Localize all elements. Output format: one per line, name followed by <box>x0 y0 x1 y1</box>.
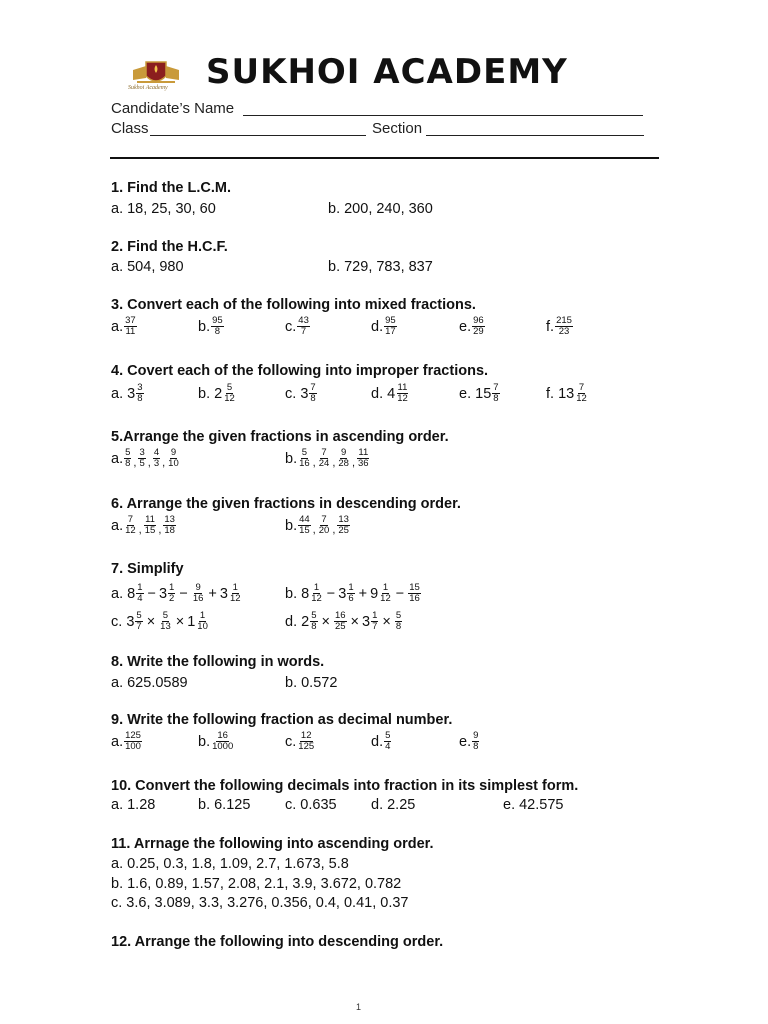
item-label: a. <box>111 385 124 402</box>
whole-number: 3 <box>362 613 371 630</box>
numerator: 7 <box>321 514 327 525</box>
fraction <box>384 731 391 752</box>
question-10-item-d: d. 2.25 <box>371 797 416 813</box>
item-label: d. <box>285 613 298 630</box>
question-3-item-b <box>198 316 225 337</box>
whole-number: 4 <box>387 385 396 402</box>
whole-number: 3 <box>300 385 309 402</box>
denominator: 12 <box>397 393 408 404</box>
denominator: 8 <box>395 621 402 632</box>
question-11-item-b: b. 1.6, 0.89, 1.57, 2.08, 2.1, 3.9, 3.672, 0.782 <box>111 876 402 892</box>
fraction <box>318 515 331 536</box>
item-label: e. <box>459 733 472 750</box>
denominator: 12 <box>380 593 391 604</box>
item-label: f. <box>546 318 555 335</box>
numerator: 3 <box>137 382 143 393</box>
numerator: 5 <box>311 610 317 621</box>
fraction <box>310 611 317 632</box>
question-9-item-e <box>459 731 480 752</box>
denominator: 12 <box>311 593 322 604</box>
numerator: 7 <box>493 382 499 393</box>
question-3-item-d <box>371 316 398 337</box>
fraction <box>472 731 479 752</box>
denominator: 29 <box>473 326 484 337</box>
numerator: 5 <box>301 447 308 458</box>
fraction <box>163 515 176 536</box>
numerator: 37 <box>125 315 136 326</box>
numerator: 16 <box>217 730 228 741</box>
fraction <box>555 316 573 337</box>
fraction <box>135 611 142 632</box>
denominator: 17 <box>385 326 396 337</box>
whole-number: 2 <box>301 613 310 630</box>
question-3-item-a <box>111 316 138 337</box>
numerator: 43 <box>298 315 309 326</box>
item-label: b. <box>285 585 298 602</box>
school-name: SUKHOI ACADEMY <box>206 52 568 92</box>
numerator: 1 <box>372 610 378 621</box>
question-11-title: 11. Arrnage the following into ascending order. <box>111 836 434 852</box>
denominator: 3 <box>153 458 160 469</box>
item-label: b. <box>198 318 211 335</box>
denominator: 6 <box>348 593 354 604</box>
question-5-title: 5.Arrange the given fractions in ascending order. <box>111 429 449 445</box>
numerator: 9 <box>473 730 479 741</box>
question-10-title: 10. Convert the following decimals into fraction in its simplest form. <box>111 778 579 794</box>
denominator: 36 <box>358 458 369 469</box>
numerator: 5 <box>125 447 131 458</box>
numerator: 9 <box>170 447 177 458</box>
numerator: 1 <box>382 582 389 593</box>
fraction <box>337 515 350 536</box>
question-9-title: 9. Write the following fraction as decimal number. <box>111 712 453 728</box>
fraction <box>124 731 142 752</box>
denominator: 8 <box>473 741 479 752</box>
fraction <box>371 611 378 632</box>
fraction <box>298 515 311 536</box>
denominator: 28 <box>338 458 349 469</box>
denominator: 8 <box>125 458 131 469</box>
question-9-item-b <box>198 731 235 752</box>
item-label: c. <box>285 318 297 335</box>
question-5-item-a: a. $\frac{5}{8}$ , $\frac{3}{5}$ , $\frac{4}{3}$ , $\frac{9}{10}$ <box>111 447 179 469</box>
candidate-name-line <box>243 115 643 116</box>
whole-number: 8 <box>127 585 136 602</box>
numerator: 215 <box>556 315 572 326</box>
whole-number: 3 <box>219 585 228 602</box>
question-3-item-f <box>546 316 574 337</box>
question-1-title: 1. Find the L.C.M. <box>111 180 232 196</box>
denominator: 23 <box>558 326 570 337</box>
numerator: 7 <box>578 382 585 393</box>
question-9-item-d <box>371 731 392 752</box>
question-7-item-c <box>111 611 210 632</box>
fraction <box>124 448 131 469</box>
section-line <box>426 135 644 136</box>
fraction <box>310 583 323 604</box>
fraction <box>211 316 224 337</box>
fraction <box>297 731 315 752</box>
numerator: 9 <box>195 582 201 593</box>
fraction <box>159 611 172 632</box>
question-8-item-b: b. 0.572 <box>285 675 338 691</box>
fraction <box>124 515 137 536</box>
numerator: 44 <box>299 514 310 525</box>
whole-number: 8 <box>301 585 310 602</box>
whole-number: 3 <box>158 585 168 602</box>
academy-logo <box>129 56 183 100</box>
denominator: 4 <box>137 593 143 604</box>
numerator: 11 <box>145 514 155 525</box>
question-1-item-b: b. 200, 240, 360 <box>328 201 433 217</box>
numerator: 125 <box>125 730 141 741</box>
question-4-item-f <box>546 383 589 404</box>
numerator: 5 <box>162 610 169 621</box>
fraction <box>396 383 409 404</box>
question-3-title: 3. Convert each of the following into mixed fractions. <box>111 297 476 313</box>
operator: × <box>175 613 185 630</box>
fraction <box>334 611 347 632</box>
operator: − <box>147 585 156 602</box>
denominator: 16 <box>299 458 310 469</box>
question-7-item-d <box>285 611 403 632</box>
operator: − <box>326 585 336 602</box>
fraction <box>384 316 397 337</box>
fraction <box>211 731 234 752</box>
question-7-title: 7. Simplify <box>111 561 184 577</box>
denominator: 11 <box>125 326 136 337</box>
numerator: 95 <box>385 315 396 326</box>
numerator: 5 <box>395 610 402 621</box>
operator: − <box>179 585 188 602</box>
numerator: 11 <box>397 382 408 393</box>
fraction <box>136 383 143 404</box>
item-label: a. <box>111 318 124 335</box>
logo-caption: Sukhoi Academy <box>128 85 168 91</box>
whole-number: 2 <box>214 385 223 402</box>
fraction <box>144 515 157 536</box>
denominator: 20 <box>318 525 330 536</box>
question-3-item-e <box>459 316 486 337</box>
denominator: 8 <box>310 393 316 404</box>
question-5-item-b: b. $\frac{5}{16}$ , $\frac{7}{24}$ , $\frac{9}{28}$ , $\frac{11}{36}$ <box>285 447 369 469</box>
numerator: 95 <box>212 315 223 326</box>
denominator: 8 <box>493 393 499 404</box>
fraction <box>153 448 160 469</box>
numerator: 3 <box>139 447 145 458</box>
question-8-title: 8. Write the following in words. <box>111 654 325 670</box>
denominator: 15 <box>299 525 310 536</box>
item-label: a. <box>111 585 124 602</box>
whole-number: 1 <box>187 613 196 630</box>
question-1-item-a: a. 18, 25, 30, 60 <box>111 201 216 217</box>
denominator: 1000 <box>212 741 234 752</box>
numerator: 7 <box>321 447 327 458</box>
header-divider <box>110 157 659 159</box>
denominator: 25 <box>334 621 346 632</box>
whole-number: 3 <box>127 385 136 402</box>
fraction <box>167 448 180 469</box>
item-label: c. <box>285 385 297 402</box>
numerator: 7 <box>310 382 316 393</box>
numerator: 12 <box>300 730 312 741</box>
question-4-title: 4. Covert each of the following into improper fractions. <box>111 363 489 379</box>
fraction <box>337 448 350 469</box>
whole-number: 3 <box>338 585 347 602</box>
numerator: 5 <box>136 610 142 621</box>
item-label: b. <box>198 733 211 750</box>
fraction <box>408 583 421 604</box>
numerator: 1 <box>348 582 354 593</box>
question-9-item-c <box>285 731 316 752</box>
item-label: a. <box>111 733 124 750</box>
item-label: b. <box>285 517 298 534</box>
numerator: 15 <box>409 582 420 593</box>
fraction <box>395 611 402 632</box>
fraction <box>138 448 145 469</box>
numerator: 4 <box>153 447 160 458</box>
denominator: 8 <box>311 621 317 632</box>
whole-number: 9 <box>370 585 379 602</box>
question-6-item-b: b. $\frac{44}{15}$ , $\frac{7}{20}$ , $\frac{13}{25}$ <box>285 514 349 536</box>
page-number: 1 <box>356 1002 362 1012</box>
question-9-item-a <box>111 731 143 752</box>
fraction <box>297 316 310 337</box>
item-label: d. <box>371 318 384 335</box>
candidate-name-label: Candidate’s Name <box>111 100 235 117</box>
question-12-title: 12. Arrange the following into descending order. <box>111 934 444 950</box>
fraction <box>575 383 588 404</box>
operator: × <box>146 613 156 630</box>
whole-number: 3 <box>126 613 135 630</box>
denominator: 7 <box>136 621 142 632</box>
numerator: 5 <box>226 382 233 393</box>
fraction <box>492 383 499 404</box>
fraction <box>472 316 485 337</box>
numerator: 7 <box>127 514 134 525</box>
item-label: d. <box>371 733 384 750</box>
question-10-item-c: c. 0.635 <box>285 797 337 813</box>
denominator: 2 <box>169 593 175 604</box>
operator: + <box>208 585 217 602</box>
denominator: 18 <box>164 525 175 536</box>
fraction <box>318 448 331 469</box>
question-4-item-e <box>459 383 501 404</box>
question-11-item-c: c. 3.6, 3.089, 3.3, 3.276, 0.356, 0.4, 0.41, 0.37 <box>111 895 409 911</box>
question-7-item-a <box>111 583 243 604</box>
numerator: 9 <box>341 447 347 458</box>
denominator: 16 <box>409 593 420 604</box>
item-label: a. <box>111 517 124 534</box>
item-label: d. <box>371 385 384 402</box>
section-label: Section <box>372 120 423 137</box>
denominator: 12 <box>224 393 235 404</box>
numerator: 11 <box>358 447 369 458</box>
denominator: 5 <box>139 458 145 469</box>
denominator: 24 <box>318 458 330 469</box>
fraction <box>223 383 236 404</box>
item-label: a. <box>111 450 124 467</box>
denominator: 125 <box>298 741 315 752</box>
denominator: 12 <box>576 393 587 404</box>
question-4-item-a <box>111 383 145 404</box>
denominator: 16 <box>192 593 204 604</box>
question-4-item-b <box>198 383 237 404</box>
operator: × <box>350 613 360 630</box>
denominator: 10 <box>168 458 179 469</box>
denominator: 7 <box>372 621 378 632</box>
question-3-item-c <box>285 316 311 337</box>
question-10-item-e: e. 42.575 <box>503 797 564 813</box>
numerator: 1 <box>199 610 206 621</box>
question-6-title: 6. Arrange the given fractions in descending order. <box>111 496 461 512</box>
fraction <box>379 583 392 604</box>
numerator: 1 <box>313 582 320 593</box>
question-10-item-b: b. 6.125 <box>198 797 251 813</box>
denominator: 25 <box>338 525 349 536</box>
denominator: 13 <box>160 621 171 632</box>
fraction <box>124 316 137 337</box>
operator: + <box>358 585 368 602</box>
question-4-item-c <box>285 383 318 404</box>
numerator: 13 <box>164 514 175 525</box>
numerator: 1 <box>137 582 143 593</box>
denominator: 100 <box>125 741 141 752</box>
item-label: e. <box>459 385 472 402</box>
fraction <box>357 448 370 469</box>
fraction <box>347 583 354 604</box>
fraction <box>229 583 242 604</box>
question-4-item-d <box>371 383 410 404</box>
numerator: 1 <box>169 582 175 593</box>
denominator: 8 <box>214 326 221 337</box>
operator: × <box>321 613 330 630</box>
operator: − <box>395 585 405 602</box>
item-label: c. <box>111 613 123 630</box>
numerator: 96 <box>473 315 484 326</box>
whole-number: 13 <box>558 385 575 402</box>
denominator: 12 <box>125 525 136 536</box>
fraction <box>309 383 316 404</box>
fraction <box>136 583 143 604</box>
denominator: 15 <box>144 525 156 536</box>
question-2-item-a: a. 504, 980 <box>111 259 184 275</box>
numerator: 16 <box>334 610 346 621</box>
academy-crest-icon <box>129 56 183 100</box>
question-6-item-a: a. $\frac{7}{12}$ , $\frac{11}{15}$ , $\frac{13}{18}$ <box>111 514 175 536</box>
item-label: c. <box>285 733 297 750</box>
item-label: b. <box>198 385 211 402</box>
denominator: 7 <box>300 326 307 337</box>
question-2-item-b: b. 729, 783, 837 <box>328 259 433 275</box>
question-10-item-a: a. 1.28 <box>111 797 156 813</box>
denominator: 8 <box>137 393 143 404</box>
question-11-item-a: a. 0.25, 0.3, 1.8, 1.09, 2.7, 1.673, 5.8 <box>111 856 349 872</box>
item-label: b. <box>285 450 298 467</box>
denominator: 12 <box>229 593 241 604</box>
question-2-title: 2. Find the H.C.F. <box>111 239 228 255</box>
class-label: Class <box>111 120 149 137</box>
denominator: 10 <box>197 621 208 632</box>
item-label: e. <box>459 318 472 335</box>
fraction <box>196 611 209 632</box>
question-7-item-b <box>285 583 422 604</box>
fraction <box>298 448 311 469</box>
whole-number: 15 <box>475 385 492 402</box>
fraction <box>192 583 205 604</box>
numerator: 5 <box>385 730 391 741</box>
class-line <box>150 135 366 136</box>
item-label: f. <box>546 385 555 402</box>
operator: × <box>382 613 391 630</box>
denominator: 4 <box>385 741 391 752</box>
question-8-item-a: a. 625.0589 <box>111 675 188 691</box>
fraction <box>168 583 175 604</box>
numerator: 1 <box>232 582 238 593</box>
numerator: 13 <box>338 514 349 525</box>
